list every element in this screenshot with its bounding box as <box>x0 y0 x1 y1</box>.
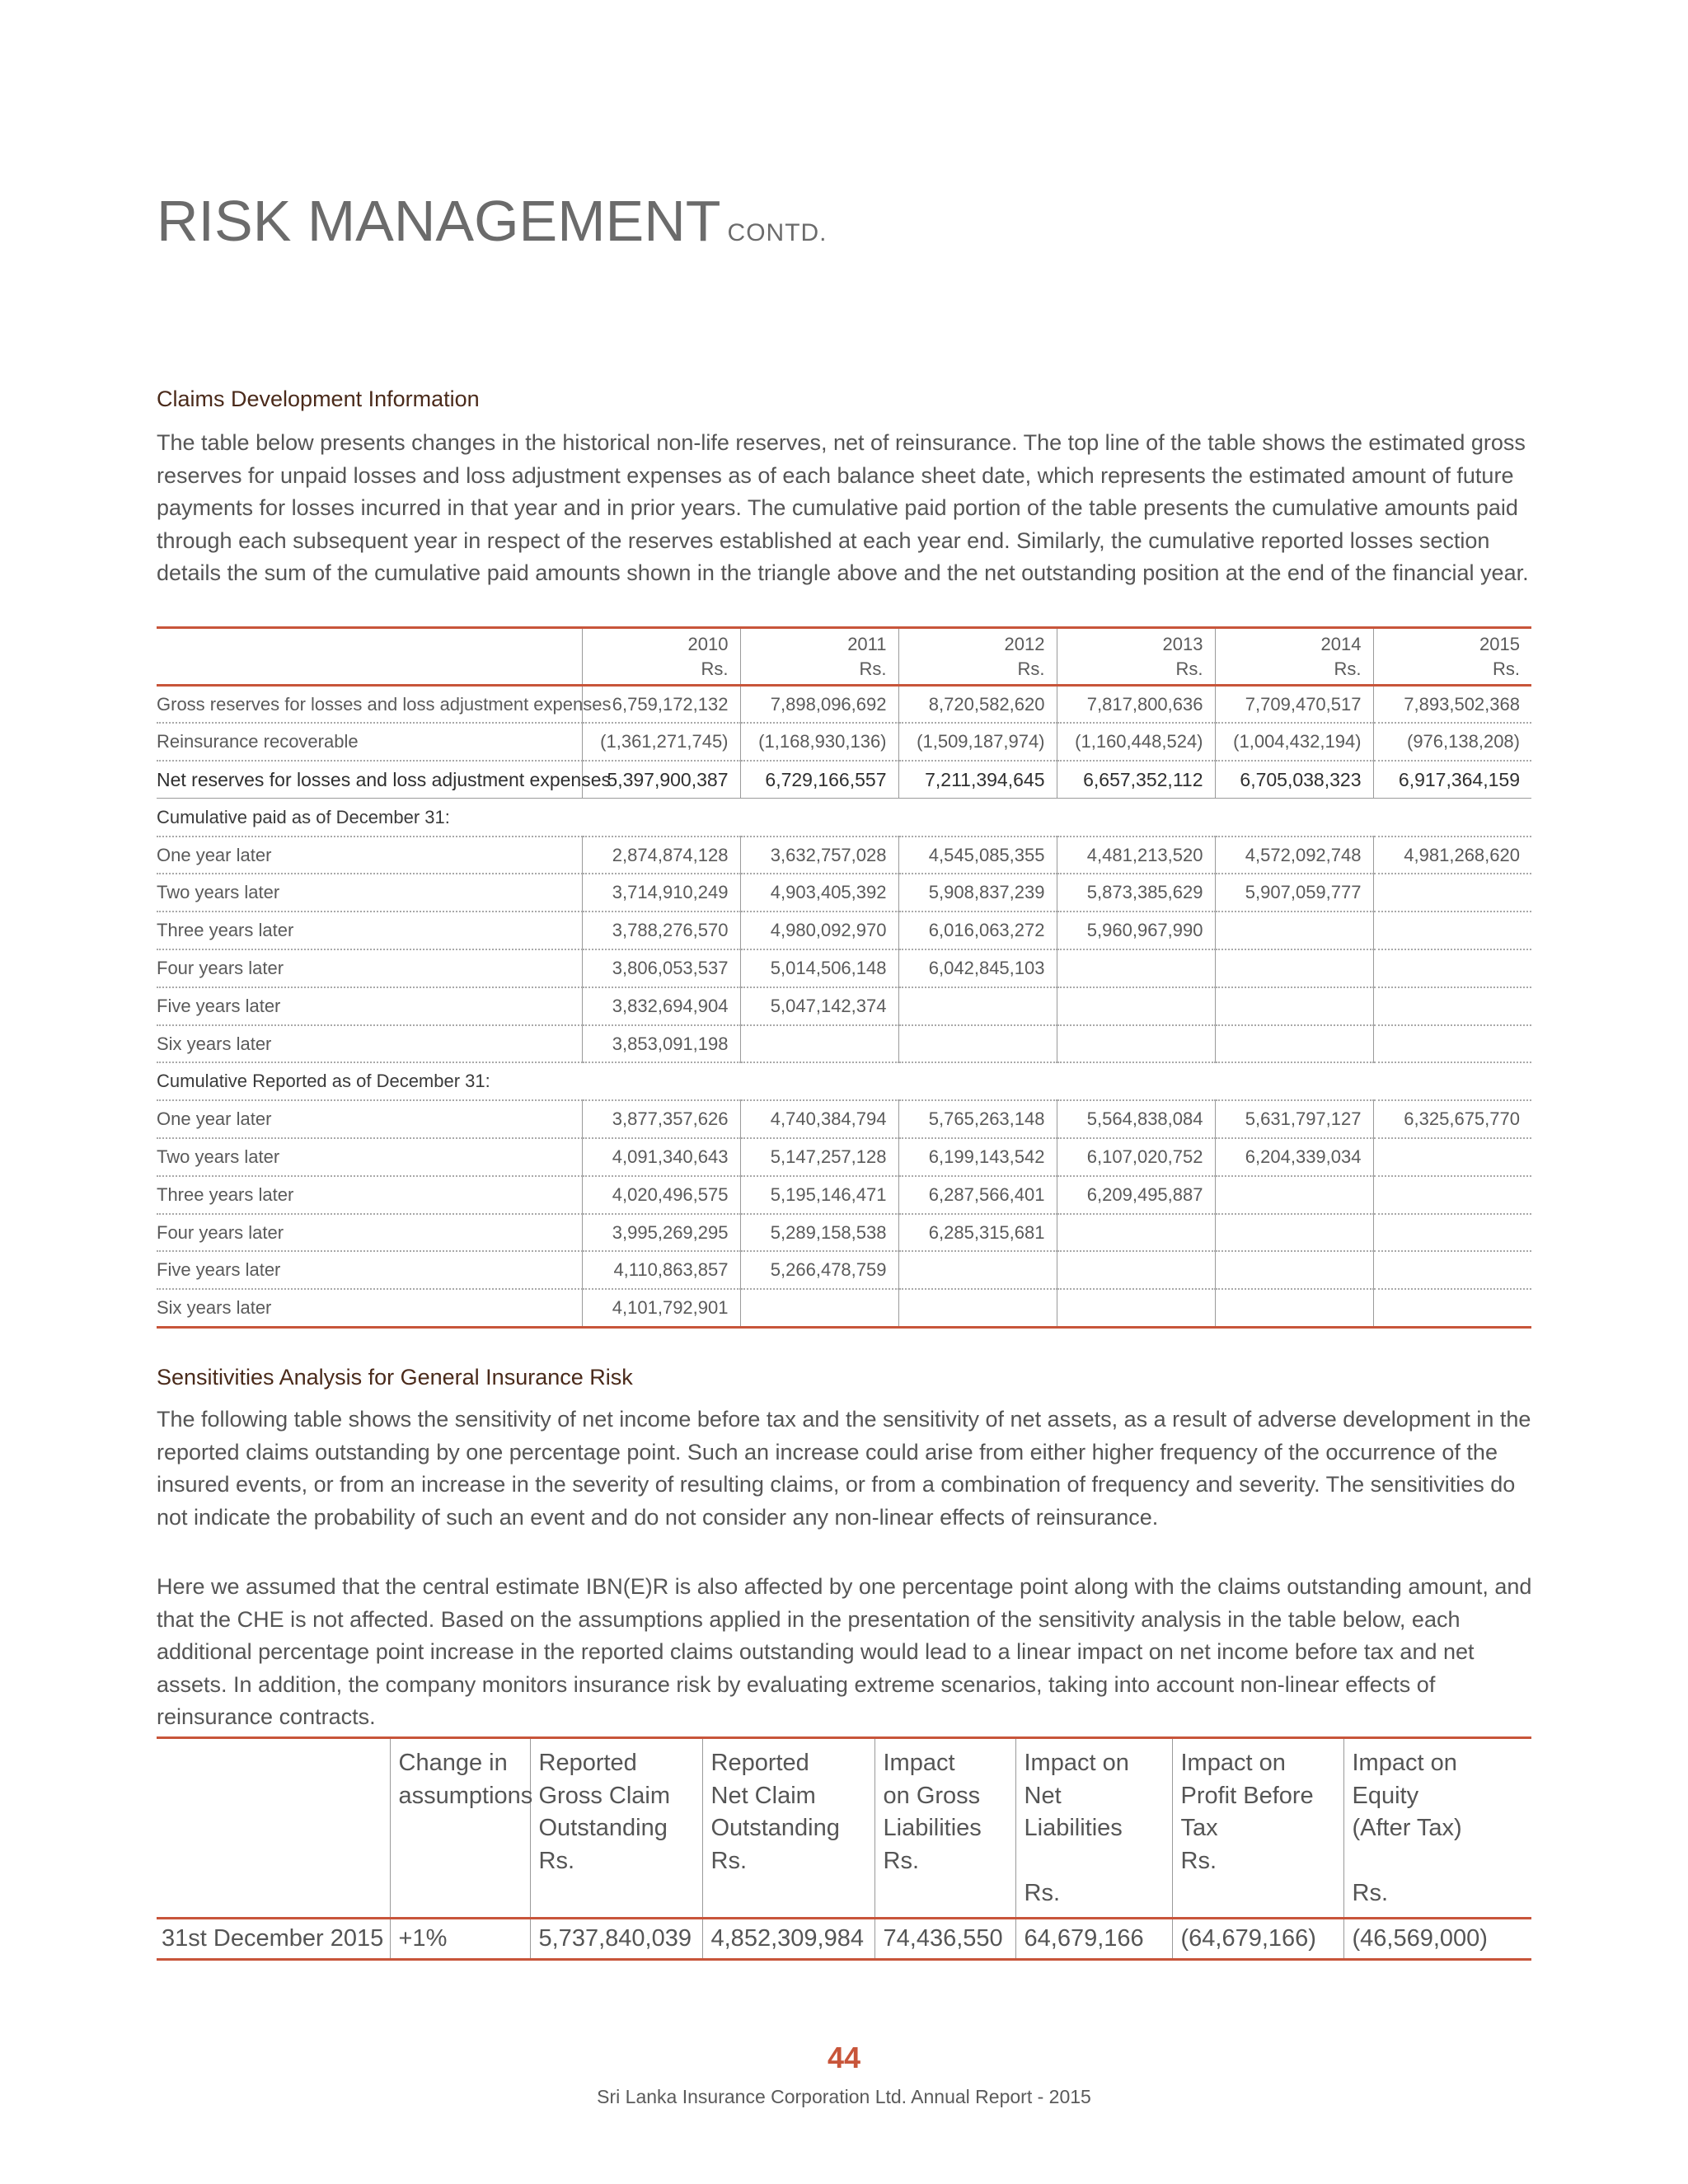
header-line: Outstanding <box>710 1815 840 1841</box>
empty-cell <box>1057 1062 1215 1100</box>
header-spacer <box>1025 1845 1164 1878</box>
value-cell <box>1215 987 1373 1025</box>
header-label <box>398 1747 533 1877</box>
value-cell: 6,204,339,034 <box>1215 1138 1373 1176</box>
header-line: Liabilities <box>1024 1815 1123 1841</box>
value-cell: 7,898,096,692 <box>740 686 898 724</box>
value-cell: 4,481,213,520 <box>1057 837 1215 874</box>
row-label: Four years later <box>157 1214 582 1252</box>
claims-header-blank <box>157 628 582 686</box>
value-cell: 5,397,900,387 <box>582 761 740 799</box>
row-label: Six years later <box>157 1025 582 1063</box>
sensitivity-table <box>157 1736 1531 1961</box>
sensitivity-header-cell <box>1015 1738 1172 1919</box>
value-cell: 6,325,675,770 <box>1373 1100 1531 1138</box>
header-line: Impact on Equity <box>1352 1750 1457 1809</box>
claims-header-year <box>1373 628 1531 686</box>
header-unit: Rs. <box>883 1847 919 1874</box>
value-cell: 3,806,053,537 <box>582 949 740 987</box>
header-label <box>884 1747 1007 1877</box>
table-row <box>157 1138 1531 1176</box>
value-cell: 5,765,263,148 <box>898 1100 1057 1138</box>
header-unit <box>165 1845 382 1878</box>
value-cell: 3,714,910,249 <box>582 874 740 912</box>
value-cell <box>1215 912 1373 949</box>
header-line: Outstanding <box>538 1815 668 1841</box>
header-line: Impact <box>883 1750 955 1776</box>
value-cell: 2,874,874,128 <box>582 837 740 874</box>
claims-table-header <box>157 628 1531 686</box>
value-cell: 5,960,967,990 <box>1057 912 1215 949</box>
value-cell <box>1057 1251 1215 1289</box>
value-cell <box>1373 874 1531 912</box>
value-cell: 5,631,797,127 <box>1215 1100 1373 1138</box>
sensitivity-header-cell <box>1172 1738 1343 1919</box>
value-cell: 7,709,470,517 <box>1215 686 1373 724</box>
column-unit: Rs. <box>1175 658 1203 679</box>
row-label: 31st December 2015 <box>157 1918 390 1959</box>
value-cell: 4,572,092,748 <box>1215 837 1373 874</box>
header-line: Reported <box>710 1750 809 1776</box>
table-row <box>157 761 1531 799</box>
page-title-contd: CONTD. <box>727 219 828 246</box>
row-label: Gross reserves for losses and loss adjustment expenses <box>157 686 582 724</box>
value-cell: 6,107,020,752 <box>1057 1138 1215 1176</box>
value-cell <box>1215 1214 1373 1252</box>
header-label <box>165 1747 382 1877</box>
header-line: Reported <box>538 1750 637 1776</box>
page-number: 44 <box>827 2041 861 2074</box>
sensitivity-header-cell <box>157 1738 390 1919</box>
value-cell: 6,209,495,887 <box>1057 1176 1215 1214</box>
claims-table-body <box>157 686 1531 1328</box>
column-year: 2013 <box>1162 633 1203 654</box>
value-cell: 4,981,268,620 <box>1373 837 1531 874</box>
table-row <box>157 1251 1531 1289</box>
value-cell: 4,091,340,643 <box>582 1138 740 1176</box>
claims-header-year <box>1215 628 1373 686</box>
header-line: Tax <box>1180 1815 1218 1841</box>
value-cell: 4,980,092,970 <box>740 912 898 949</box>
claims-header-year <box>898 628 1057 686</box>
value-cell: 5,737,840,039 <box>530 1918 702 1959</box>
value-cell <box>1373 912 1531 949</box>
header-label <box>1181 1747 1335 1877</box>
value-cell: 3,632,757,028 <box>740 837 898 874</box>
value-cell <box>1057 949 1215 987</box>
value-cell <box>1373 1289 1531 1327</box>
row-label: Five years later <box>157 987 582 1025</box>
value-cell: (1,168,930,136) <box>740 723 898 761</box>
row-label: Six years later <box>157 1289 582 1327</box>
value-cell: 6,016,063,272 <box>898 912 1057 949</box>
column-year: 2014 <box>1320 633 1362 654</box>
value-cell <box>1057 1289 1215 1327</box>
claims-header-year <box>1057 628 1215 686</box>
row-label: One year later <box>157 837 582 874</box>
value-cell: 6,199,143,542 <box>898 1138 1057 1176</box>
value-cell <box>1373 987 1531 1025</box>
header-line: Impact on <box>1180 1750 1286 1776</box>
table-row <box>157 987 1531 1025</box>
value-cell: (1,160,448,524) <box>1057 723 1215 761</box>
value-cell: 5,047,142,374 <box>740 987 898 1025</box>
value-cell: 3,877,357,626 <box>582 1100 740 1138</box>
column-unit: Rs. <box>1493 658 1520 679</box>
value-cell: 6,657,352,112 <box>1057 761 1215 799</box>
value-cell <box>1215 1289 1373 1327</box>
table-row <box>157 1214 1531 1252</box>
value-cell: (64,679,166) <box>1172 1918 1343 1959</box>
row-label: Two years later <box>157 874 582 912</box>
value-cell: 74,436,550 <box>874 1918 1015 1959</box>
sensitivity-paragraph-2: Here we assumed that the central estimate IBN(E)R is also affected by one percentage point along with the claims outstanding amount, and that the CHE is not affected. Based on the assumptions applied in the presentation of the sensitivity analysis in the table below, each additional percentage point increase in the reported claims outstanding would lead to a linear impact on net income before tax and net assets. In addition, the company monitors insurance risk by evaluating extreme scenarios, taking into account non-linear effects of reinsurance contracts. <box>157 1574 1532 1729</box>
sensitivity-row <box>157 1918 1531 1959</box>
table-row <box>157 1100 1531 1138</box>
page-title-text: RISK MANAGEMENT <box>157 189 721 253</box>
value-cell: 6,042,845,103 <box>898 949 1057 987</box>
value-cell <box>1057 1214 1215 1252</box>
column-unit: Rs. <box>1334 658 1362 679</box>
value-cell: 4,545,085,355 <box>898 837 1057 874</box>
header-line: Change in <box>398 1750 508 1776</box>
empty-cell <box>1373 799 1531 837</box>
sensitivity-paragraph-1: The following table shows the sensitivity of net income before tax and the sensitivity of net assets, as a result of adverse development in the reported claims outstanding by one percentage point. Such an increase could arise from either higher frequency of the occurrence of the insured events, or from an increase in the severity of resulting claims, or from a combination of frequency and severity. The sensitivities do not indicate the probability of such an event and do not consider any non-linear effects of reinsurance. <box>157 1407 1531 1530</box>
value-cell: 6,287,566,401 <box>898 1176 1057 1214</box>
value-cell: 6,705,038,323 <box>1215 761 1373 799</box>
empty-cell <box>898 799 1057 837</box>
empty-cell <box>740 1062 898 1100</box>
claims-development-heading: Claims Development Information <box>157 387 480 411</box>
claims-header-year <box>582 628 740 686</box>
value-cell: 4,020,496,575 <box>582 1176 740 1214</box>
value-cell <box>1373 1176 1531 1214</box>
value-cell: (976,138,208) <box>1373 723 1531 761</box>
claims-header-year <box>740 628 898 686</box>
value-cell <box>1057 987 1215 1025</box>
header-unit: Rs. <box>538 1847 574 1874</box>
header-spacer <box>1353 1845 1524 1878</box>
table-row <box>157 1176 1531 1214</box>
value-cell: 6,759,172,132 <box>582 686 740 724</box>
value-cell: 5,873,385,629 <box>1057 874 1215 912</box>
column-year: 2012 <box>1004 633 1045 654</box>
value-cell: 6,917,364,159 <box>1373 761 1531 799</box>
table-row <box>157 686 1531 724</box>
header-line: Profit Before <box>1180 1782 1314 1809</box>
row-label: One year later <box>157 1100 582 1138</box>
empty-cell <box>1215 799 1373 837</box>
sensitivity-table-header <box>157 1738 1531 1919</box>
value-cell: (46,569,000) <box>1343 1918 1531 1959</box>
value-cell: 7,211,394,645 <box>898 761 1057 799</box>
column-year: 2015 <box>1479 633 1520 654</box>
header-unit <box>399 1845 522 1878</box>
value-cell: 5,266,478,759 <box>740 1251 898 1289</box>
header-spacer <box>165 1812 382 1845</box>
empty-cell <box>1215 1062 1373 1100</box>
value-cell <box>1215 1025 1373 1063</box>
value-cell: 5,195,146,471 <box>740 1176 898 1214</box>
table-subheading-row <box>157 1062 1531 1100</box>
value-cell <box>1373 1138 1531 1176</box>
header-unit: Rs. <box>1024 1880 1060 1906</box>
header-spacer <box>399 1812 522 1845</box>
column-year: 2010 <box>687 633 729 654</box>
sensitivity-heading: Sensitivities Analysis for General Insurance Risk <box>157 1365 633 1390</box>
empty-cell <box>582 799 740 837</box>
header-label <box>1025 1747 1164 1910</box>
value-cell: 7,893,502,368 <box>1373 686 1531 724</box>
value-cell: 5,908,837,239 <box>898 874 1057 912</box>
value-cell <box>898 1251 1057 1289</box>
section-label: Cumulative Reported as of December 31: <box>157 1062 582 1100</box>
column-unit: Rs. <box>1017 658 1045 679</box>
value-cell: 4,852,309,984 <box>702 1918 874 1959</box>
value-cell <box>898 1289 1057 1327</box>
row-label: Three years later <box>157 912 582 949</box>
value-cell <box>1215 1176 1373 1214</box>
footer-text: Sri Lanka Insurance Corporation Ltd. Annual Report - 2015 <box>597 2086 1091 2107</box>
table-row <box>157 949 1531 987</box>
row-label: Reinsurance recoverable <box>157 723 582 761</box>
value-cell <box>1373 949 1531 987</box>
value-cell <box>1373 1251 1531 1289</box>
header-label <box>711 1747 866 1877</box>
row-label: Four years later <box>157 949 582 987</box>
value-cell <box>898 987 1057 1025</box>
sensitivity-header-cell <box>530 1738 702 1919</box>
value-cell: 4,101,792,901 <box>582 1289 740 1327</box>
value-cell <box>740 1289 898 1327</box>
empty-cell <box>1057 799 1215 837</box>
value-cell: 5,147,257,128 <box>740 1138 898 1176</box>
value-cell <box>898 1025 1057 1063</box>
value-cell <box>1215 949 1373 987</box>
sensitivity-header-cell <box>874 1738 1015 1919</box>
table-row <box>157 874 1531 912</box>
value-cell: 5,907,059,777 <box>1215 874 1373 912</box>
value-cell: 4,110,863,857 <box>582 1251 740 1289</box>
value-cell <box>1373 1025 1531 1063</box>
value-cell: 64,679,166 <box>1015 1918 1172 1959</box>
row-label: Two years later <box>157 1138 582 1176</box>
header-unit: Rs. <box>710 1847 747 1874</box>
sensitivity-table-body <box>157 1918 1531 1959</box>
row-label: Five years later <box>157 1251 582 1289</box>
value-cell: +1% <box>390 1918 530 1959</box>
header-line: Impact on Net <box>1024 1750 1129 1809</box>
page-title <box>157 188 828 254</box>
header-line: (After Tax) <box>1352 1815 1462 1841</box>
column-year: 2011 <box>847 633 887 654</box>
column-unit: Rs. <box>701 658 729 679</box>
empty-cell <box>582 1062 740 1100</box>
value-cell: (1,004,432,194) <box>1215 723 1373 761</box>
row-label: Three years later <box>157 1176 582 1214</box>
value-cell: 5,014,506,148 <box>740 949 898 987</box>
header-unit: Rs. <box>1180 1847 1217 1874</box>
row-label: Net reserves for losses and loss adjustment expenses <box>157 761 582 799</box>
value-cell: 8,720,582,620 <box>898 686 1057 724</box>
value-cell: 4,903,405,392 <box>740 874 898 912</box>
value-cell: 3,832,694,904 <box>582 987 740 1025</box>
value-cell: 6,285,315,681 <box>898 1214 1057 1252</box>
empty-cell <box>1373 1062 1531 1100</box>
header-label <box>539 1747 694 1877</box>
empty-cell <box>740 799 898 837</box>
header-spacer <box>165 1747 382 1780</box>
value-cell: (1,361,271,745) <box>582 723 740 761</box>
value-cell: 3,788,276,570 <box>582 912 740 949</box>
value-cell <box>1215 1251 1373 1289</box>
value-cell: 3,853,091,198 <box>582 1025 740 1063</box>
sensitivity-header-cell <box>390 1738 533 1919</box>
value-cell: 7,817,800,636 <box>1057 686 1215 724</box>
value-cell: 4,740,384,794 <box>740 1100 898 1138</box>
section-label: Cumulative paid as of December 31: <box>157 799 582 837</box>
value-cell <box>1373 1214 1531 1252</box>
column-unit: Rs. <box>859 658 887 679</box>
value-cell: 3,995,269,295 <box>582 1214 740 1252</box>
header-spacer <box>165 1780 382 1813</box>
value-cell: (1,509,187,974) <box>898 723 1057 761</box>
sensitivity-header-cell <box>702 1738 874 1919</box>
value-cell <box>1057 1025 1215 1063</box>
header-line: Net Claim <box>710 1782 816 1809</box>
value-cell: 5,564,838,084 <box>1057 1100 1215 1138</box>
value-cell: 5,289,158,538 <box>740 1214 898 1252</box>
header-line: on Gross <box>883 1782 981 1809</box>
table-row <box>157 912 1531 949</box>
claims-development-paragraph: The table below presents changes in the historical non-life reserves, net of reinsurance. The top line of the table shows the estimated gross reserves for unpaid losses and loss adjustment expenses as of each balance sheet date, which represents the estimated amount of future payments for losses incurred in that year and in prior years. The cumulative paid portion of the table presents the cumulative amounts paid through each subsequent year in respect of the reserves established at each year end. Similarly, the cumulative reported losses section details the sum of the cumulative paid amounts shown in the triangle above and the net outstanding position at the end of the financial year. <box>157 430 1529 585</box>
header-line: Gross Claim <box>538 1782 671 1809</box>
header-label <box>1353 1747 1524 1910</box>
value-cell: 6,729,166,557 <box>740 761 898 799</box>
table-row <box>157 837 1531 874</box>
table-row <box>157 1289 1531 1327</box>
empty-cell <box>898 1062 1057 1100</box>
claims-development-table <box>157 626 1531 1329</box>
table-subheading-row <box>157 799 1531 837</box>
header-unit: Rs. <box>1352 1880 1388 1906</box>
value-cell <box>740 1025 898 1063</box>
header-line: Liabilities <box>883 1815 982 1841</box>
header-line: assumptions <box>398 1782 533 1809</box>
table-row <box>157 723 1531 761</box>
sensitivity-header-cell <box>1343 1738 1531 1919</box>
table-row <box>157 1025 1531 1063</box>
